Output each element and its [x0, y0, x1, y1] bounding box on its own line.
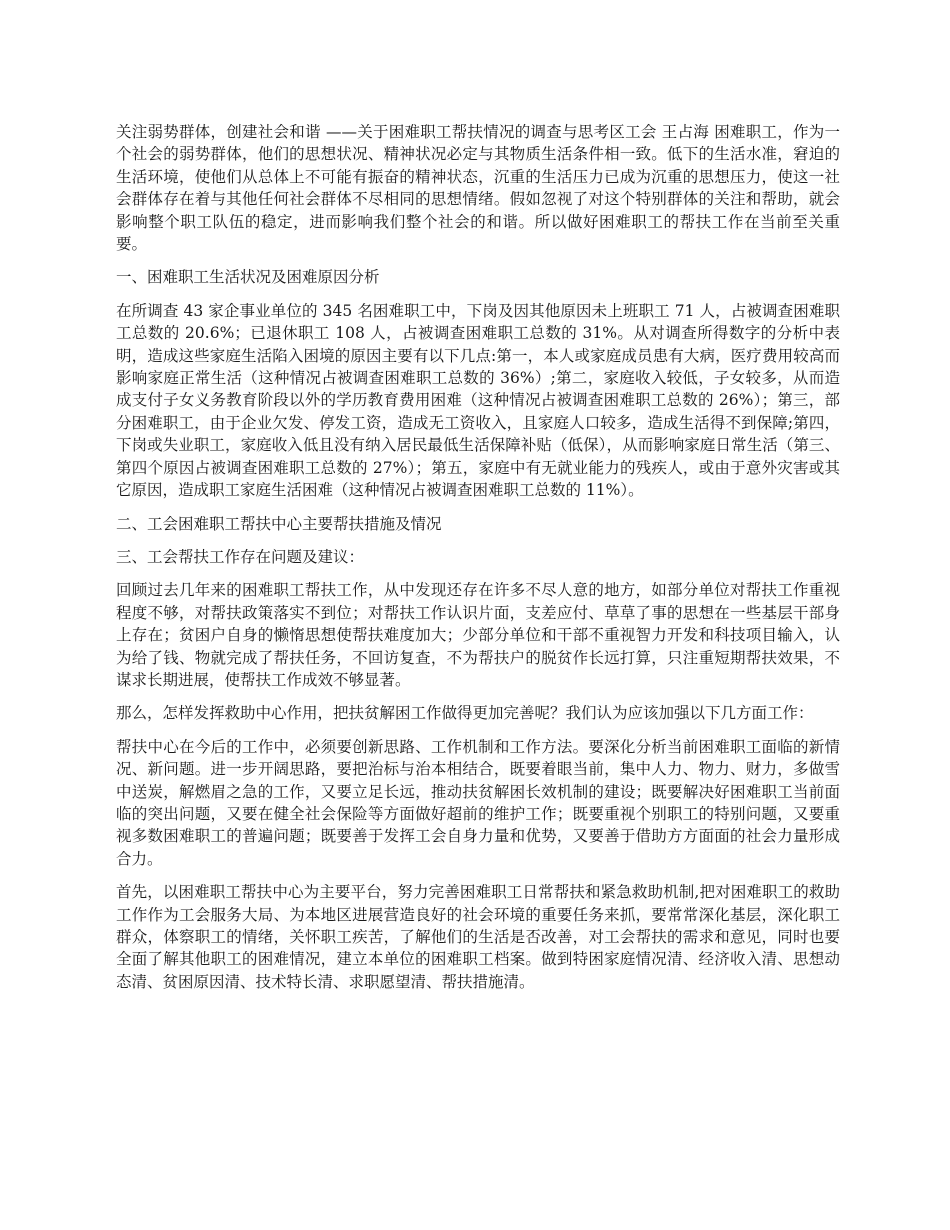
problems-paragraph: 回顾过去几年来的困难职工帮扶工作，从中发现还存在许多不尽人意的地方，如部分单位对帮扶工作重视程度不够，对帮扶政策落实不到位；对帮扶工作认识片面，支差应付、草草了事的思想在一些基层干部身上存在；贫困户自身的懒惰思想使帮扶难度加大；少部分单位和干部不重视智力开发和科技项目输入，认为给了钱、物就完成了帮扶任务，不回访复查，不为帮扶户的脱贫作长远打算，只注重短期帮扶效果，不谋求长期进展，使帮扶工作成效不够显著。: [116, 581, 840, 689]
innovation-paragraph: 帮扶中心在今后的工作中，必须要创新思路、工作机制和工作方法。要深化分析当前困难职工面临的新情况、新问题。进一步开阔思路，要把治标与治本相结合，既要着眼当前，集中人力、物力、财力，多做雪中送炭，解燃眉之急的工作，又要立足长远，推动扶贫解困长效机制的建设；既要解决好困难职工当前面临的突出问题，又要在健全社会保险等方面做好超前的维护工作；既要重视个别职工的特别问题，又要重视多数困难职工的普遍问题；既要善于发挥工会自身力量和优势，又要善于借助方方面面的社会力量形成合力。: [116, 737, 840, 868]
section-heading-3: 三、工会帮扶工作存在问题及建议：: [116, 547, 365, 566]
question-paragraph: 那么，怎样发挥救助中心作用，把扶贫解困工作做得更加完善呢？我们认为应该加强以下几方面工作：: [116, 704, 814, 723]
intro-paragraph: 关注弱势群体，创建社会和谐 ——关于困难职工帮扶情况的调查与思考区工会 王占海 困难职工，作为一个社会的弱势群体，他们的思想状况、精神状况必定与其物质生活条件相一致。低下的生活水准，窘迫的生活环境，使他们从总体上不可能有振奋的精神状态，沉重的生活压力已成为沉重的思想压力，使这一社会群体存在着与其他任何社会群体不尽相同的思想情绪。假如忽视了对这个特别群体的关注和帮助，就会影响整个职工队伍的稳定，进而影响我们整个社会的和谐。所以做好困难职工的帮扶工作在当前至关重要。: [116, 123, 840, 254]
document-body: [116, 121, 840, 1004]
first-measure-paragraph: 首先，以困难职工帮扶中心为主要平台，努力完善困难职工日常帮扶和紧急救助机制,把对困难职工的救助工作作为工会服务大局、为本地区进展营造良好的社会环境的重要任务来抓，要常常深化基层，深化职工群众，体察职工的情绪，关怀职工疾苦，了解他们的生活是否改善，对工会帮扶的需求和意见，同时也要全面了解其他职工的困难情况，建立本单位的困难职工档案。做到特困家庭情况清、经济收入清、思想动态清、贫困原因清、技术特长清、求职愿望清、帮扶措施清。: [116, 883, 840, 991]
section-heading-2: 二、工会困难职工帮扶中心主要帮扶措施及情况: [116, 514, 442, 533]
section-heading-1: 一、困难职工生活状况及困难原因分析: [116, 268, 380, 287]
survey-analysis-paragraph: 在所调查 43 家企事业单位的 345 名困难职工中，下岗及因其他原因未上班职工 71 人，占被调查困难职工总数的 20.6%；已退休职工 108 人，占被调查困难职工总数的 31%。从对调查所得数字的分析中表明，造成这些家庭生活陷入困境的原因主要有以下几点:第一，本人或家庭成员患有大病，医疗费用较高而影响家庭正常生活（这种情况占被调查困难职工总数的 36%）;第二，家庭收入较低，子女较多，从而造成支付子女义务教育阶段以外的学历教育费用困难（这种情况占被调查困难职工总数的 26%）；第三，部分困难职工，由于企业欠发、停发工资，造成无工资收入，且家庭人口较多，造成生活得不到保障;第四，下岗或失业职工，家庭收入低且没有纳入居民最低生活保障补贴（低保），从而影响家庭日常生活（第三、第四个原因占被调查困难职工总数的 27%）；第五，家庭中有无就业能力的残疾人，或由于意外灾害或其它原因，造成职工家庭生活困难（这种情况占被调查困难职工总数的 11%）。: [116, 301, 840, 500]
